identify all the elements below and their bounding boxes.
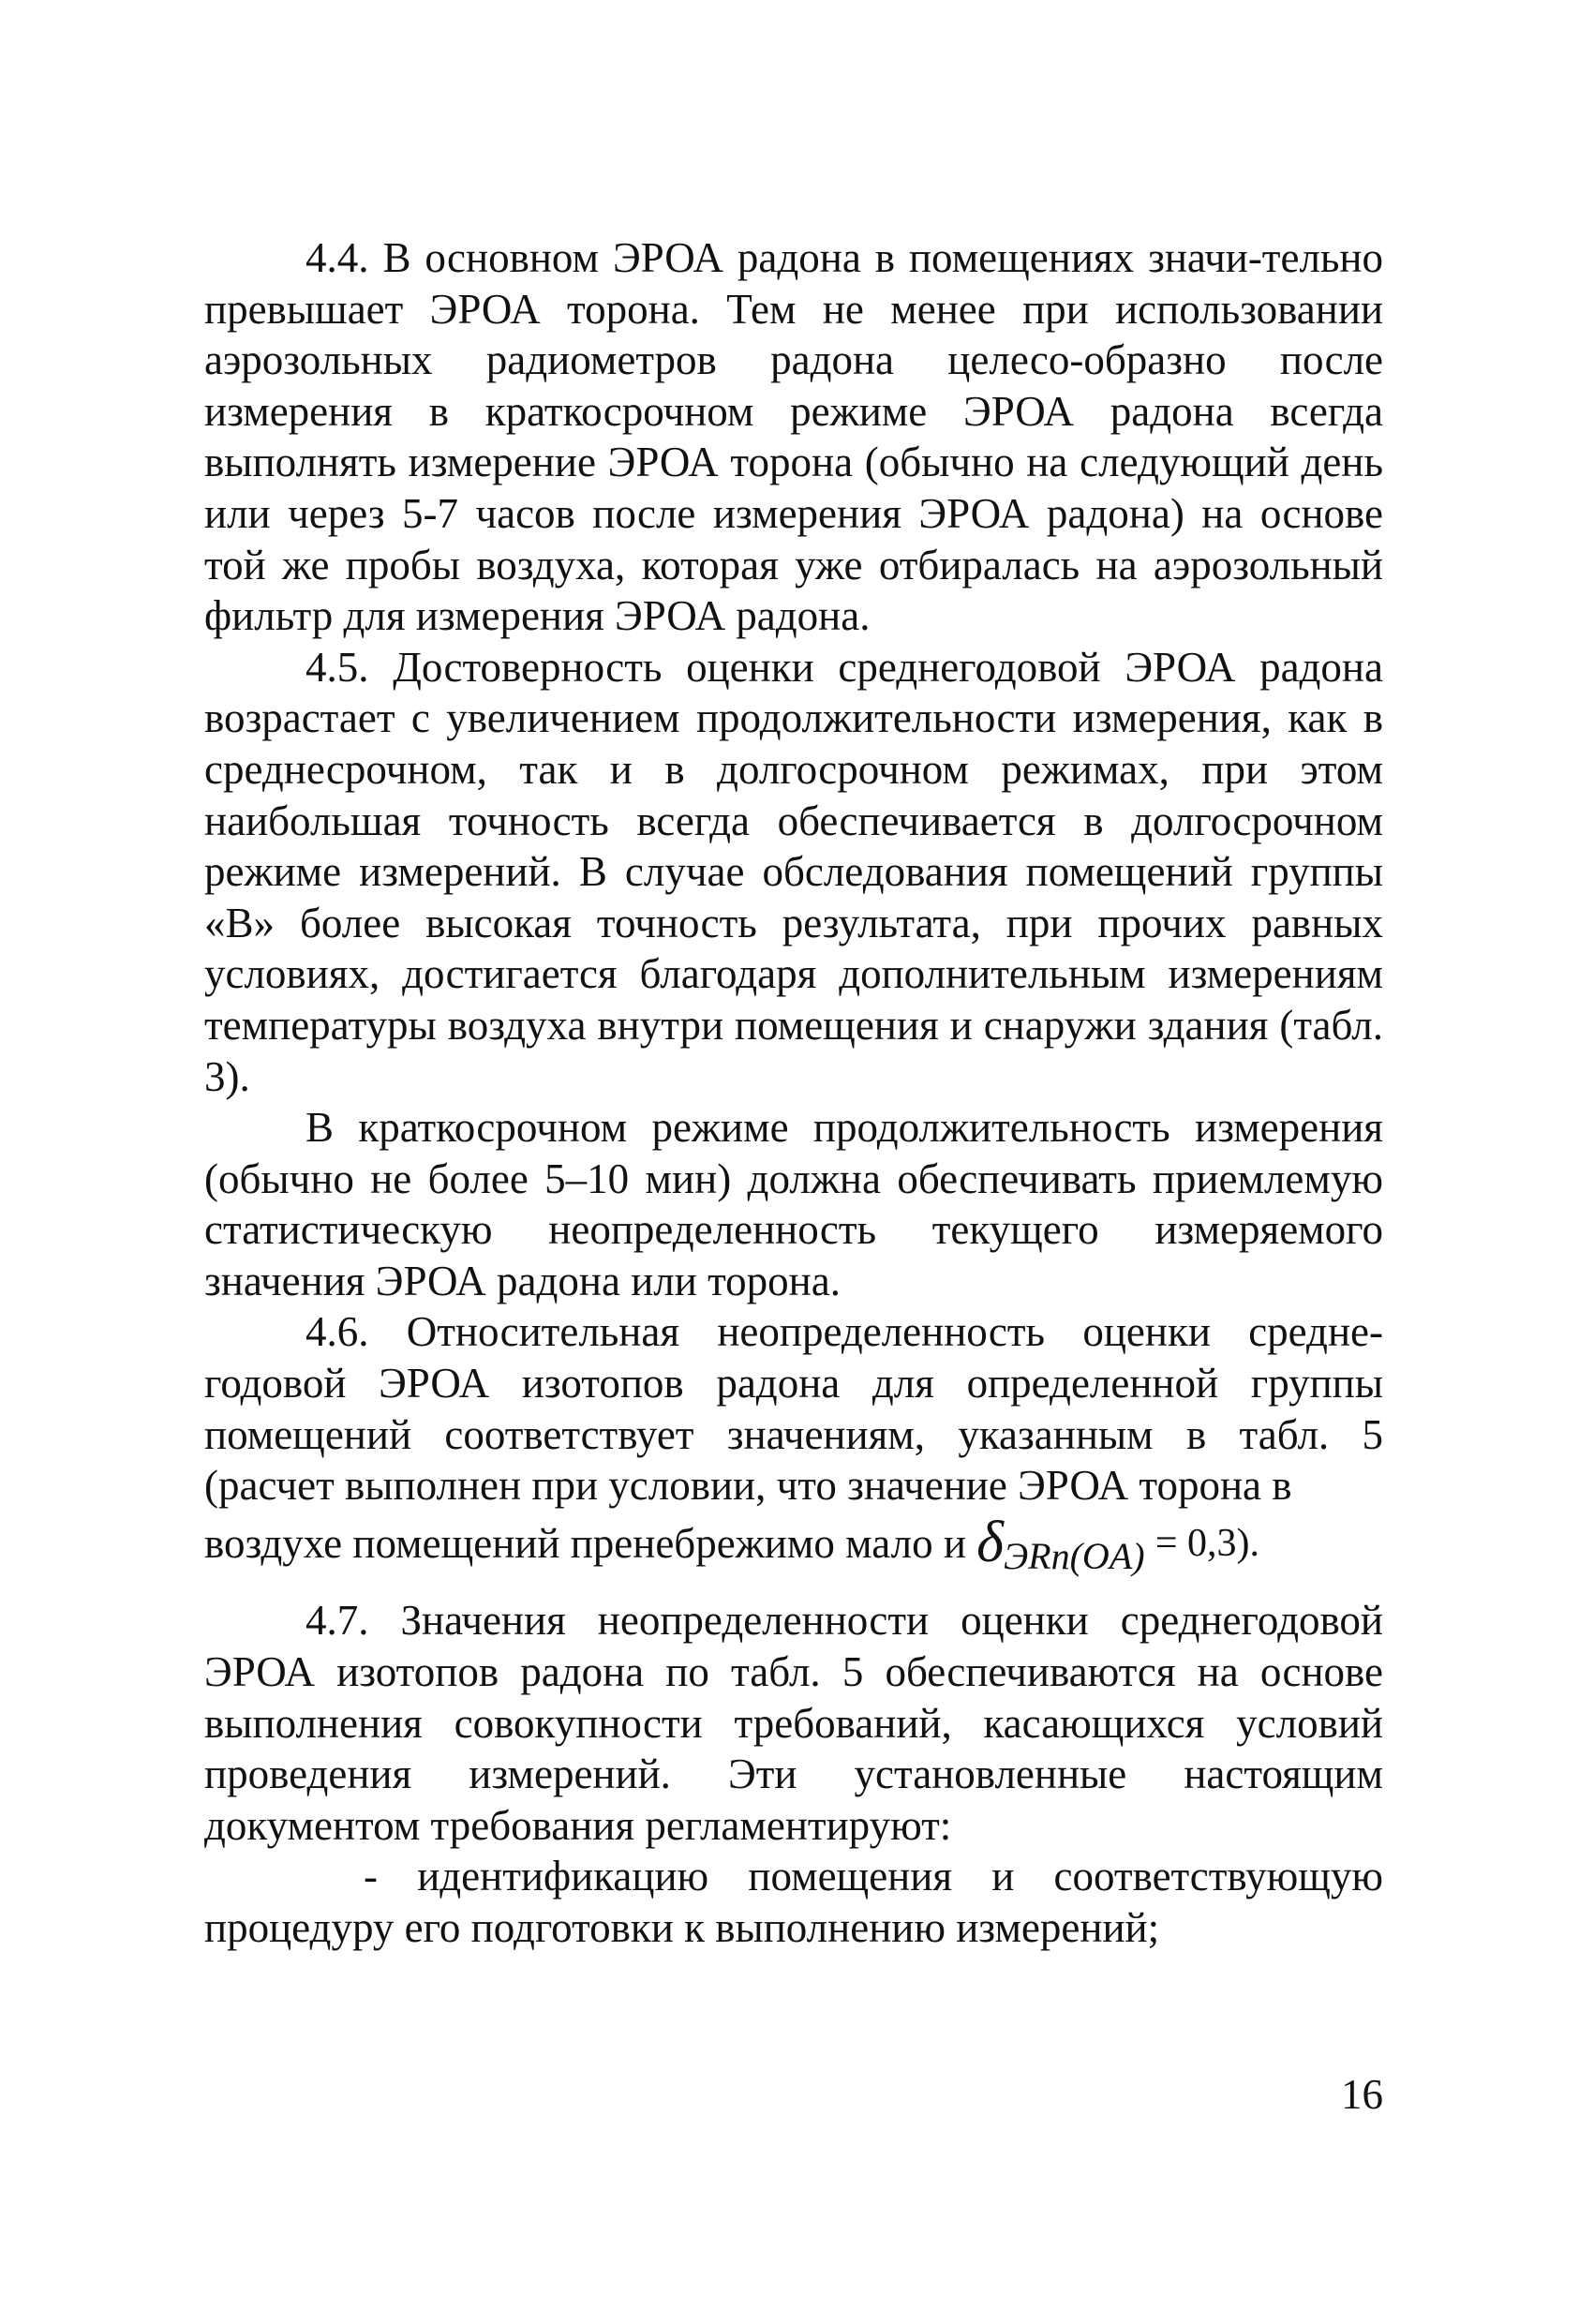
- list-item: - идентификацию помещения и соответствующую процедуру его подготовки к выполнению измерений;: [204, 1853, 1383, 1951]
- paragraph-4-6-formula-line: [204, 1510, 1383, 1583]
- delta-symbol: δ: [976, 1510, 1004, 1574]
- paragraph-4-5: 4.5. Достоверность оценки среднегодовой ЭРОА радона возрастает с увеличением продолжительности измерения, как в среднесрочном, так и в долгосрочном режимах, при этом наибольшая точность всегда обеспечивается в долгосрочном режиме измерений. В случае обследования помещений группы «В» более высокая точность результата, при прочих равных условиях, достигается благодаря дополнительным измерениям температуры воздуха внутри помещения и снаружи здания (табл. 3).: [204, 643, 1383, 1100]
- formula-value: = 0,3).: [1155, 1521, 1260, 1565]
- page-number: 16: [1341, 2071, 1383, 2118]
- delta-subscript: ЭRn(OA): [1003, 1534, 1145, 1577]
- paragraph-short-mode: В краткосрочном режиме продолжительность измерения (обычно не более 5–10 мин) должна обеспечивать приемлемую статистическую неопределенность текущего измеряемого значения ЭРОА радона или торона.: [204, 1104, 1383, 1304]
- paragraph-4-6: 4.6. Относительная неопределенность оценки средне-годовой ЭРОА изотопов радона для определенной группы помещений соответствует значениям, указанным в табл. 5 (расчет выполнен при условии, что значение ЭРОА торона в: [204, 1308, 1383, 1510]
- paragraph-4-7: 4.7. Значения неопределенности оценки среднегодовой ЭРОА изотопов радона по табл. 5 обеспечиваются на основе выполнения совокупности требований, касающихся условий проведения измерений. Эти установленные настоящим документом требования регламентируют:: [204, 1597, 1383, 1849]
- uncertainty-formula: [976, 1510, 1260, 1577]
- body-text: [204, 232, 1383, 1954]
- paragraph-4-4: 4.4. В основном ЭРОА радона в помещениях значи-тельно превышает ЭРОА торона. Тем не менее при использовании аэрозольных радиометров радона целесо-образно после измерения в краткосрочном режиме ЭРОА радона всегда выполнять измерение ЭРОА торона (обычно на следующий день или через 5-7 часов после измерения ЭРОА радона) на основе той же пробы воздуха, которая уже отбиралась на аэрозольный фильтр для измерения ЭРОА радона.: [204, 234, 1383, 640]
- paragraph-4-6-end: воздухе помещений пренебрежимо мало и: [204, 1519, 966, 1567]
